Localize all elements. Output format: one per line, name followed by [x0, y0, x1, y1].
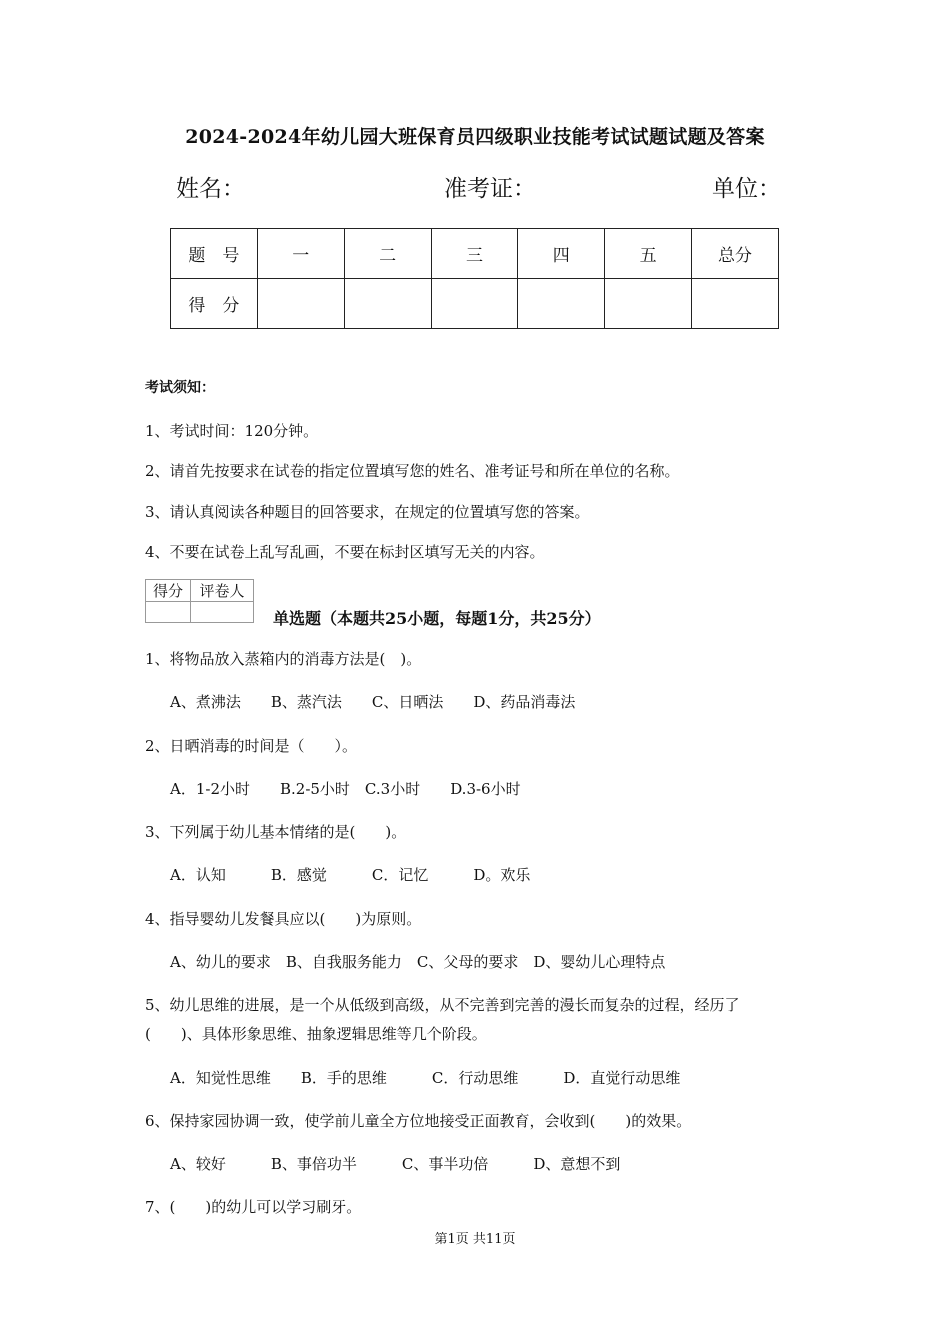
page-footer: 第1页 共11页 [434, 1232, 516, 1247]
section-title: 单选题（本题共25小题，每题1分，共25分） [273, 609, 601, 628]
question-text: 1、将物品放入蒸箱内的消毒方法是( )。 [145, 650, 422, 668]
question-text: 2、日晒消毒的时间是（ ）。 [145, 737, 358, 755]
question-options: A、煮沸法 B、蒸汽法 C、日晒法 D、药品消毒法 [170, 693, 576, 711]
notice-heading: 考试须知： [145, 380, 215, 396]
score-cell[interactable] [431, 279, 518, 329]
question-options: A．1-2小时 B.2-5小时 C.3小时 D.3-6小时 [170, 780, 521, 798]
score-table-score-row [171, 279, 779, 329]
notice-item: 1、考试时间：120分钟。 [145, 422, 319, 440]
score-table [170, 228, 779, 329]
header-cell: 三 [431, 229, 518, 279]
score-table-header-row [171, 229, 779, 279]
header-cell: 总分 [692, 229, 779, 279]
score-cell[interactable] [605, 279, 692, 329]
score-cell[interactable] [344, 279, 431, 329]
name-label: 姓名： [176, 176, 245, 202]
notice-item: 3、请认真阅读各种题目的回答要求，在规定的位置填写您的答案。 [145, 503, 590, 521]
question-text: 3、下列属于幼儿基本情绪的是( )。 [145, 823, 407, 841]
page-title: 2024-2024年幼儿园大班保育员四级职业技能考试试题试题及答案 [185, 126, 765, 148]
grader-score-label: 得分 [146, 580, 191, 602]
question-options: A．知觉性思维 B．手的思维 C．行动思维 D．直觉行动思维 [170, 1069, 681, 1087]
header-cell: 题 号 [171, 229, 258, 279]
score-cell[interactable] [692, 279, 779, 329]
unit-label: 单位： [712, 176, 781, 202]
question-text: 4、指导婴幼儿发餐具应以( )为原则。 [145, 910, 422, 928]
notice-item: 2、请首先按要求在试卷的指定位置填写您的姓名、准考证号和所在单位的名称。 [145, 462, 680, 480]
notice-item: 4、不要在试卷上乱写乱画，不要在标封区填写无关的内容。 [145, 543, 545, 561]
question-options: A、较好 B、事倍功半 C、事半功倍 D、意想不到 [170, 1155, 621, 1173]
question-text: 6、保持家园协调一致，使学前儿童全方位地接受正面教育，会收到( )的效果。 [145, 1112, 692, 1130]
header-cell: 一 [257, 229, 344, 279]
header-cell: 五 [605, 229, 692, 279]
question-options: A．认知 B．感觉 C．记忆 D。欢乐 [170, 866, 531, 884]
question-text: 7、( )的幼儿可以学习刷牙。 [145, 1198, 362, 1216]
question-text-continued: ( )、具体形象思维、抽象逻辑思维等几个阶段。 [145, 1025, 487, 1043]
grader-reviewer-cell[interactable] [191, 602, 254, 623]
exam-number-label: 准考证： [444, 176, 536, 202]
header-cell: 二 [344, 229, 431, 279]
score-row-label: 得 分 [171, 279, 258, 329]
question-options: A、幼儿的要求 B、自我服务能力 C、父母的要求 D、婴幼儿心理特点 [170, 953, 666, 971]
question-text: 5、幼儿思维的进展，是一个从低级到高级，从不完善到完善的漫长而复杂的过程，经历了 [145, 996, 740, 1014]
grader-reviewer-label: 评卷人 [191, 580, 254, 602]
score-cell[interactable] [257, 279, 344, 329]
grader-box [145, 579, 254, 623]
score-cell[interactable] [518, 279, 605, 329]
grader-score-cell[interactable] [146, 602, 191, 623]
header-cell: 四 [518, 229, 605, 279]
